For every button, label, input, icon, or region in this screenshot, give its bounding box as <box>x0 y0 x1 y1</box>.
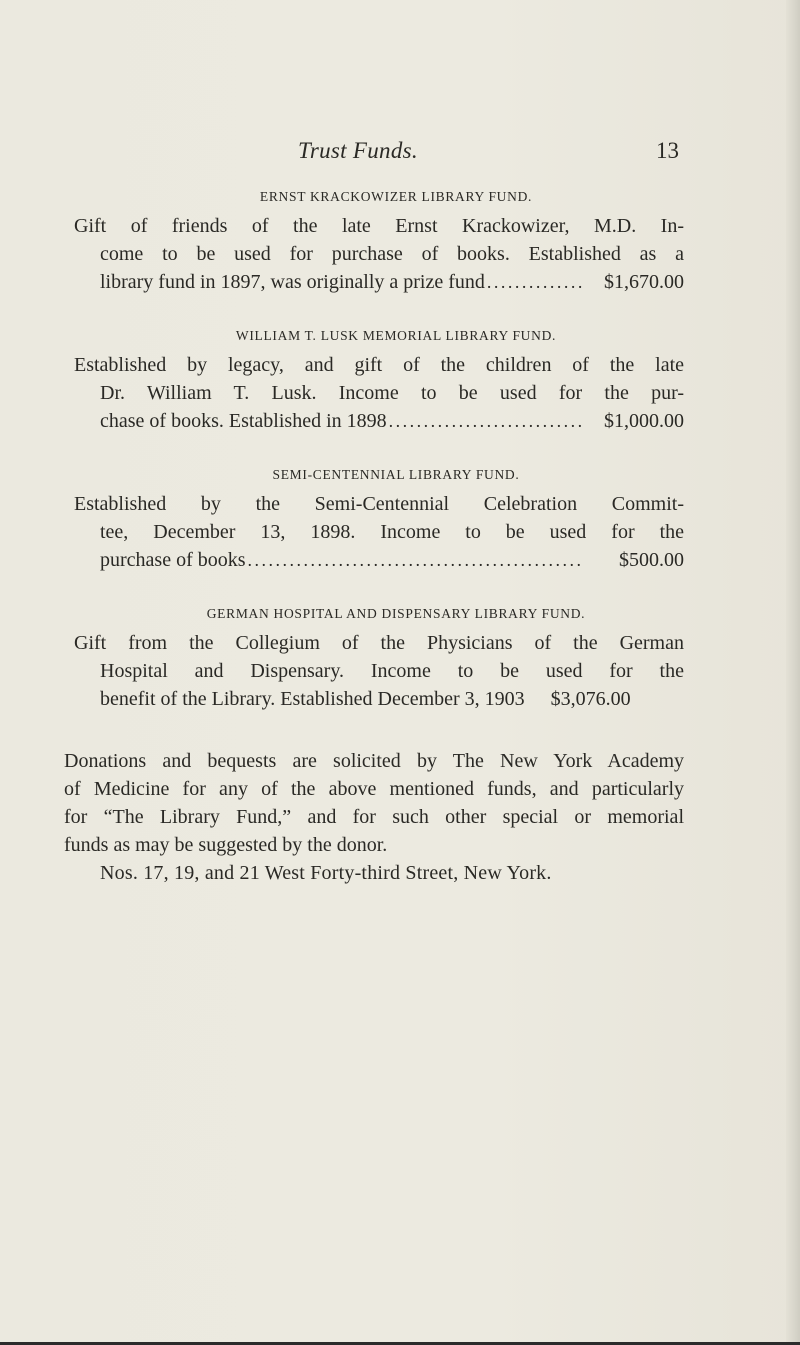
closing-line: Donations and bequests are solicited by The New York Academy <box>64 750 684 772</box>
fund-heading: SEMI-CENTENNIAL LIBRARY FUND. <box>272 467 520 482</box>
fund-amount-row <box>74 685 684 713</box>
academy-address: Nos. 17, 19, and 21 West Forty-third Street, New York. <box>100 862 552 884</box>
closing-paragraph <box>64 747 684 887</box>
fund-description-line: tee, December 13, 1898. Income to be used for the <box>100 521 684 543</box>
fund-final-line: benefit of the Library. Established December 3, 1903 <box>100 688 525 710</box>
dot-leader <box>487 268 582 296</box>
closing-line: funds as may be suggested by the donor. <box>64 834 388 856</box>
fund-description-line: Dr. William T. Lusk. Income to be used for the pur- <box>100 382 684 404</box>
fund-final-line: chase of books. Established in 1898 <box>100 410 387 432</box>
page-number: 13 <box>656 138 679 163</box>
fund-description-line: Hospital and Dispensary. Income to be used for the <box>100 660 684 682</box>
page-edge <box>786 0 800 1345</box>
fund-section-lusk <box>74 327 684 435</box>
fund-heading: ERNST KRACKOWIZER LIBRARY FUND. <box>259 189 533 204</box>
dot-leader <box>389 407 582 435</box>
fund-amount-row <box>74 268 684 296</box>
fund-final-line: library fund in 1897, was originally a prize fund <box>100 271 485 293</box>
fund-description-line: Established by legacy, and gift of the children of the late <box>74 354 684 376</box>
running-title: Trust Funds. <box>298 138 418 163</box>
fund-description-line: come to be used for purchase of books. Established as a <box>100 243 684 265</box>
fund-amount: $1,670.00 <box>604 271 684 293</box>
fund-amount: $3,076.00 <box>550 688 631 710</box>
closing-line: of Medicine for any of the above mentioned funds, and particularly <box>64 778 684 800</box>
fund-section-krackowizer <box>74 188 684 296</box>
page-content <box>64 188 684 887</box>
fund-amount-row <box>74 546 684 574</box>
fund-description-line: Gift from the Collegium of the Physicians of the German <box>74 632 684 654</box>
fund-final-line: purchase of books <box>100 549 246 571</box>
fund-amount-row <box>74 407 684 435</box>
fund-amount: $1,000.00 <box>604 410 684 432</box>
fund-section-semi-centennial <box>74 466 684 574</box>
closing-line: for “The Library Fund,” and for such other special or memorial <box>64 806 684 828</box>
dot-leader <box>248 546 582 574</box>
fund-heading: GERMAN HOSPITAL AND DISPENSARY LIBRARY FUND. <box>206 606 586 621</box>
fund-amount: $500.00 <box>619 549 684 571</box>
page-header <box>0 138 800 168</box>
fund-section-german-hospital <box>74 605 684 713</box>
fund-description-line: Established by the Semi-Centennial Celebration Commit- <box>74 493 684 515</box>
fund-description-line: Gift of friends of the late Ernst Krackowizer, M.D. In- <box>74 215 684 237</box>
fund-heading: WILLIAM T. LUSK MEMORIAL LIBRARY FUND. <box>235 328 557 343</box>
